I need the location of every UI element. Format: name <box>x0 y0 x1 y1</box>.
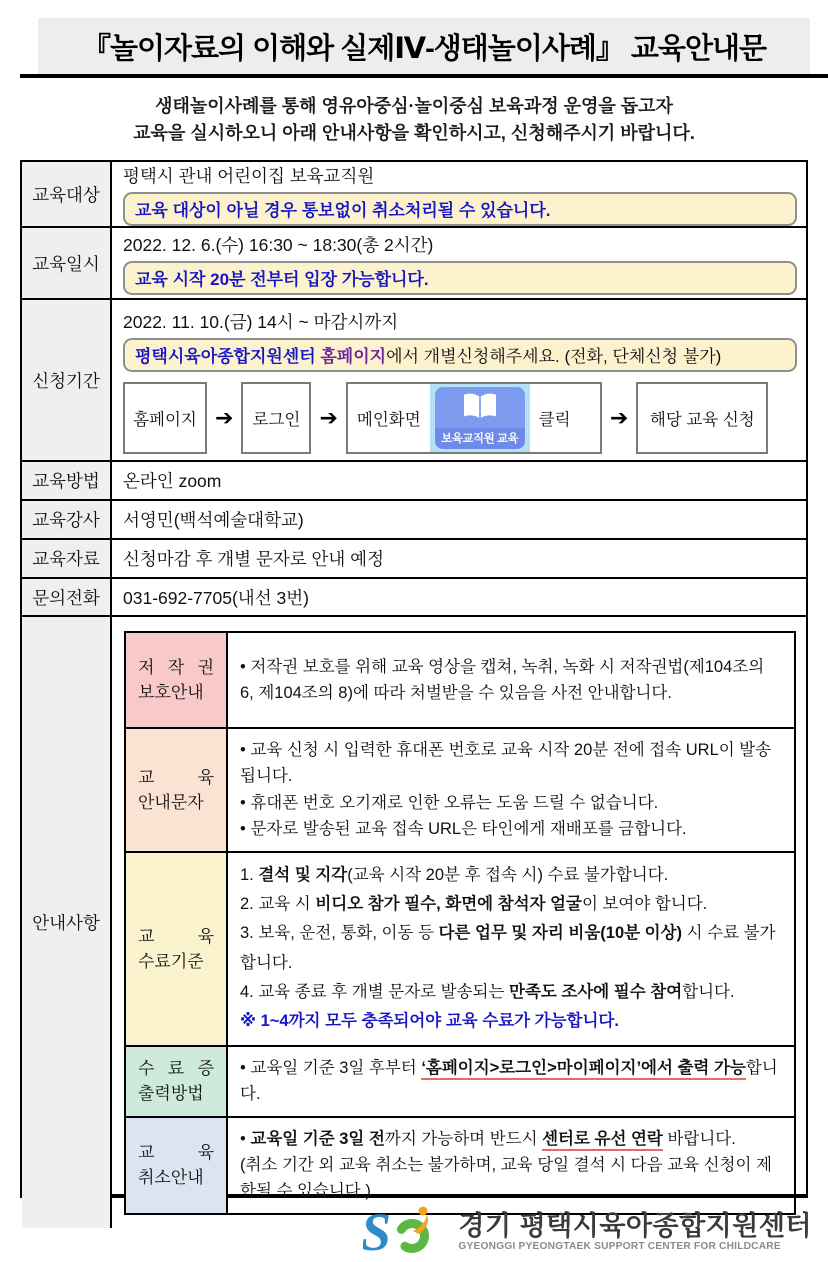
completion-item-1: 1. 결석 및 지각(교육 시작 20분 후 접속 시) 수료 불가합니다. <box>240 865 669 884</box>
row-instructor <box>22 501 806 540</box>
page-title: 『놀이자료의 이해와 실제Ⅳ-생태놀이사례』 교육안내문 <box>82 32 766 65</box>
sms-label-line1: 교 육 <box>138 767 214 787</box>
center-name-korean: 경기 평택시육아종합지원센터 <box>458 1211 812 1241</box>
label-materials: 교육자료 <box>22 540 112 577</box>
row-education-datetime <box>22 228 806 300</box>
row-application-period <box>22 300 806 462</box>
completion-label-line1: 교 육 <box>138 926 214 946</box>
notice-row-copyright <box>126 633 794 729</box>
contact-phone-value: 031-692-7705(내선 3번) <box>123 587 309 608</box>
materials-value: 신청마감 후 개별 문자로 안내 예정 <box>123 549 384 569</box>
arrow-right-icon: ➔ <box>215 405 234 430</box>
title-banner <box>38 18 810 74</box>
flow-step-login: 로그인 <box>241 382 311 454</box>
education-datetime-note: 교육 시작 20분 전부터 입장 가능합니다. <box>123 261 797 295</box>
label-education-method: 교육방법 <box>22 462 112 499</box>
sms-bullet-3: • 문자로 발송된 교육 접속 URL은 타인에게 재배포를 금합니다. <box>240 820 687 839</box>
certificate-path-emphasis: ‘홈페이지>로그인>마이페이지’에서 출력 가능 <box>421 1059 746 1080</box>
label-notice: 안내사항 <box>22 617 112 1228</box>
education-target-note: 교육 대상이 아닐 경우 통보없이 취소처리될 수 있습니다. <box>123 192 797 226</box>
completion-text <box>228 853 794 1045</box>
intro-text <box>0 93 828 147</box>
footer <box>363 1203 812 1260</box>
cancel-text: • 교육일 기준 3일 전까지 가능하며 반드시 센터로 유선 연락 바랍니다. (취소 기간 외 교육 취소는 불가하며, 교육 당일 결석 시 다음 교육 신청이 제한될 수 있습니다.) <box>228 1118 794 1213</box>
row-contact-phone <box>22 579 806 617</box>
arrow-right-icon: ➔ <box>609 405 629 430</box>
svg-text:S: S <box>363 1203 392 1255</box>
completion-item-2: 2. 교육 시 비디오 참가 필수, 화면에 참석자 얼굴이 보여야 합니다. <box>240 894 708 913</box>
notice-row-cancel <box>126 1118 794 1213</box>
label-education-datetime: 교육일시 <box>22 228 112 298</box>
arrow-right-icon: ➔ <box>319 405 338 430</box>
education-datetime-value: 2022. 12. 6.(수) 16:30 ~ 18:30(총 2시간) <box>123 234 434 255</box>
center-logo-icon <box>363 1203 451 1260</box>
application-note: 평택시육아종합지원센터 홈페이지에서 개별신청해주세요. (전화, 단체신청 불가) <box>123 338 797 372</box>
sms-bullet-1: • 교육 신청 시 입력한 휴대폰 번호로 교육 시작 20분 전에 접속 URL이 발송됩니다. <box>240 741 772 786</box>
open-book-icon <box>435 387 525 428</box>
flow-step-homepage: 홈페이지 <box>123 382 207 454</box>
completion-item-3: 3. 보육, 운전, 통화, 이동 등 다른 업무 및 자리 비움(10분 이상) 시 수료 불가합니다. <box>240 924 776 972</box>
label-contact-phone: 문의전화 <box>22 579 112 615</box>
center-name-text: 평택시육아종합지원센터 <box>135 347 321 366</box>
cancel-label-line1: 교 육 <box>138 1143 214 1163</box>
education-target-value: 평택시 관내 어린이집 보육교직원 <box>123 165 375 186</box>
instructor-value: 서영민(백석예술대학교) <box>123 510 304 530</box>
banner-label: 보육교직원 교육 <box>435 428 525 449</box>
notice-table <box>124 631 796 1215</box>
copyright-label-line2: 보호안내 <box>138 683 204 702</box>
cancel-label-line2: 취소안내 <box>138 1168 204 1188</box>
click-label: 클릭 <box>538 411 571 429</box>
title-divider <box>20 74 828 78</box>
teacher-education-banner <box>430 384 530 452</box>
notice-row-certificate <box>126 1047 794 1118</box>
application-flow-diagram <box>123 382 797 454</box>
completion-note: ※ 1~4까지 모두 충족되어야 교육 수료가 가능합니다. <box>240 1012 619 1031</box>
application-period-value: 2022. 11. 10.(금) 14시 ~ 마감시까지 <box>123 312 399 332</box>
sms-label-line2: 안내문자 <box>138 792 204 812</box>
homepage-text: 홈페이지 <box>320 347 387 366</box>
label-application-period: 신청기간 <box>22 300 112 460</box>
sms-bullet-2: • 휴대폰 번호 오기재로 인한 오류는 도움 드릴 수 없습니다. <box>240 793 659 812</box>
certificate-label-line1: 수 료 증 <box>138 1059 214 1079</box>
copyright-label-line1: 저 작 권 <box>138 658 214 677</box>
row-materials <box>22 540 806 579</box>
label-education-target: 교육대상 <box>22 162 112 226</box>
center-name-english: GYEONGGI PYEONGTAEK SUPPORT CENTER FOR CHILDCARE <box>458 1241 781 1252</box>
education-method-value: 온라인 zoom <box>123 471 222 491</box>
row-education-target <box>22 162 806 228</box>
completion-label-line2: 수료기준 <box>138 951 204 971</box>
row-notice <box>22 617 806 1228</box>
intro-line-1: 생태놀이사례를 통해 영유아중심·놀이중심 보육과정 운영을 돕고자 <box>155 96 673 116</box>
info-table <box>20 160 808 1201</box>
label-instructor: 교육강사 <box>22 501 112 538</box>
copyright-text: • 저작권 보호를 위해 교육 영상을 캡쳐, 녹취, 녹화 시 저작권법(제104조의 6, 제104조의 8)에 따라 처벌받을 수 있음을 사전 안내합니다. <box>240 657 765 702</box>
notice-row-sms <box>126 729 794 853</box>
certificate-text: • 교육일 기준 3일 후부터 ‘홈페이지>로그인>마이페이지’에서 출력 가능합니다. <box>240 1058 778 1104</box>
cancel-contact-emphasis: 센터로 유선 연락 <box>542 1130 663 1151</box>
flow-step-apply: 해당 교육 신청 <box>636 382 768 454</box>
intro-line-2: 교육을 실시하오니 아래 안내사항을 확인하시고, 신청해주시기 바랍니다. <box>133 123 695 143</box>
flow-step-mainscreen: 메인화면 보육교직원 교육 클릭 <box>346 382 602 454</box>
notice-row-completion <box>126 853 794 1047</box>
certificate-label-line2: 출력방법 <box>138 1084 204 1104</box>
row-education-method <box>22 462 806 501</box>
cancel-paren-note: (취소 기간 외 교육 취소는 불가하며, 교육 당일 결석 시 다음 교육 신청이 제한될 수 있습니다.) <box>240 1155 772 1201</box>
completion-item-4: 4. 교육 종료 후 개별 문자로 발송되는 만족도 조사에 필수 참여합니다. <box>240 983 735 1001</box>
sms-text <box>228 729 794 851</box>
